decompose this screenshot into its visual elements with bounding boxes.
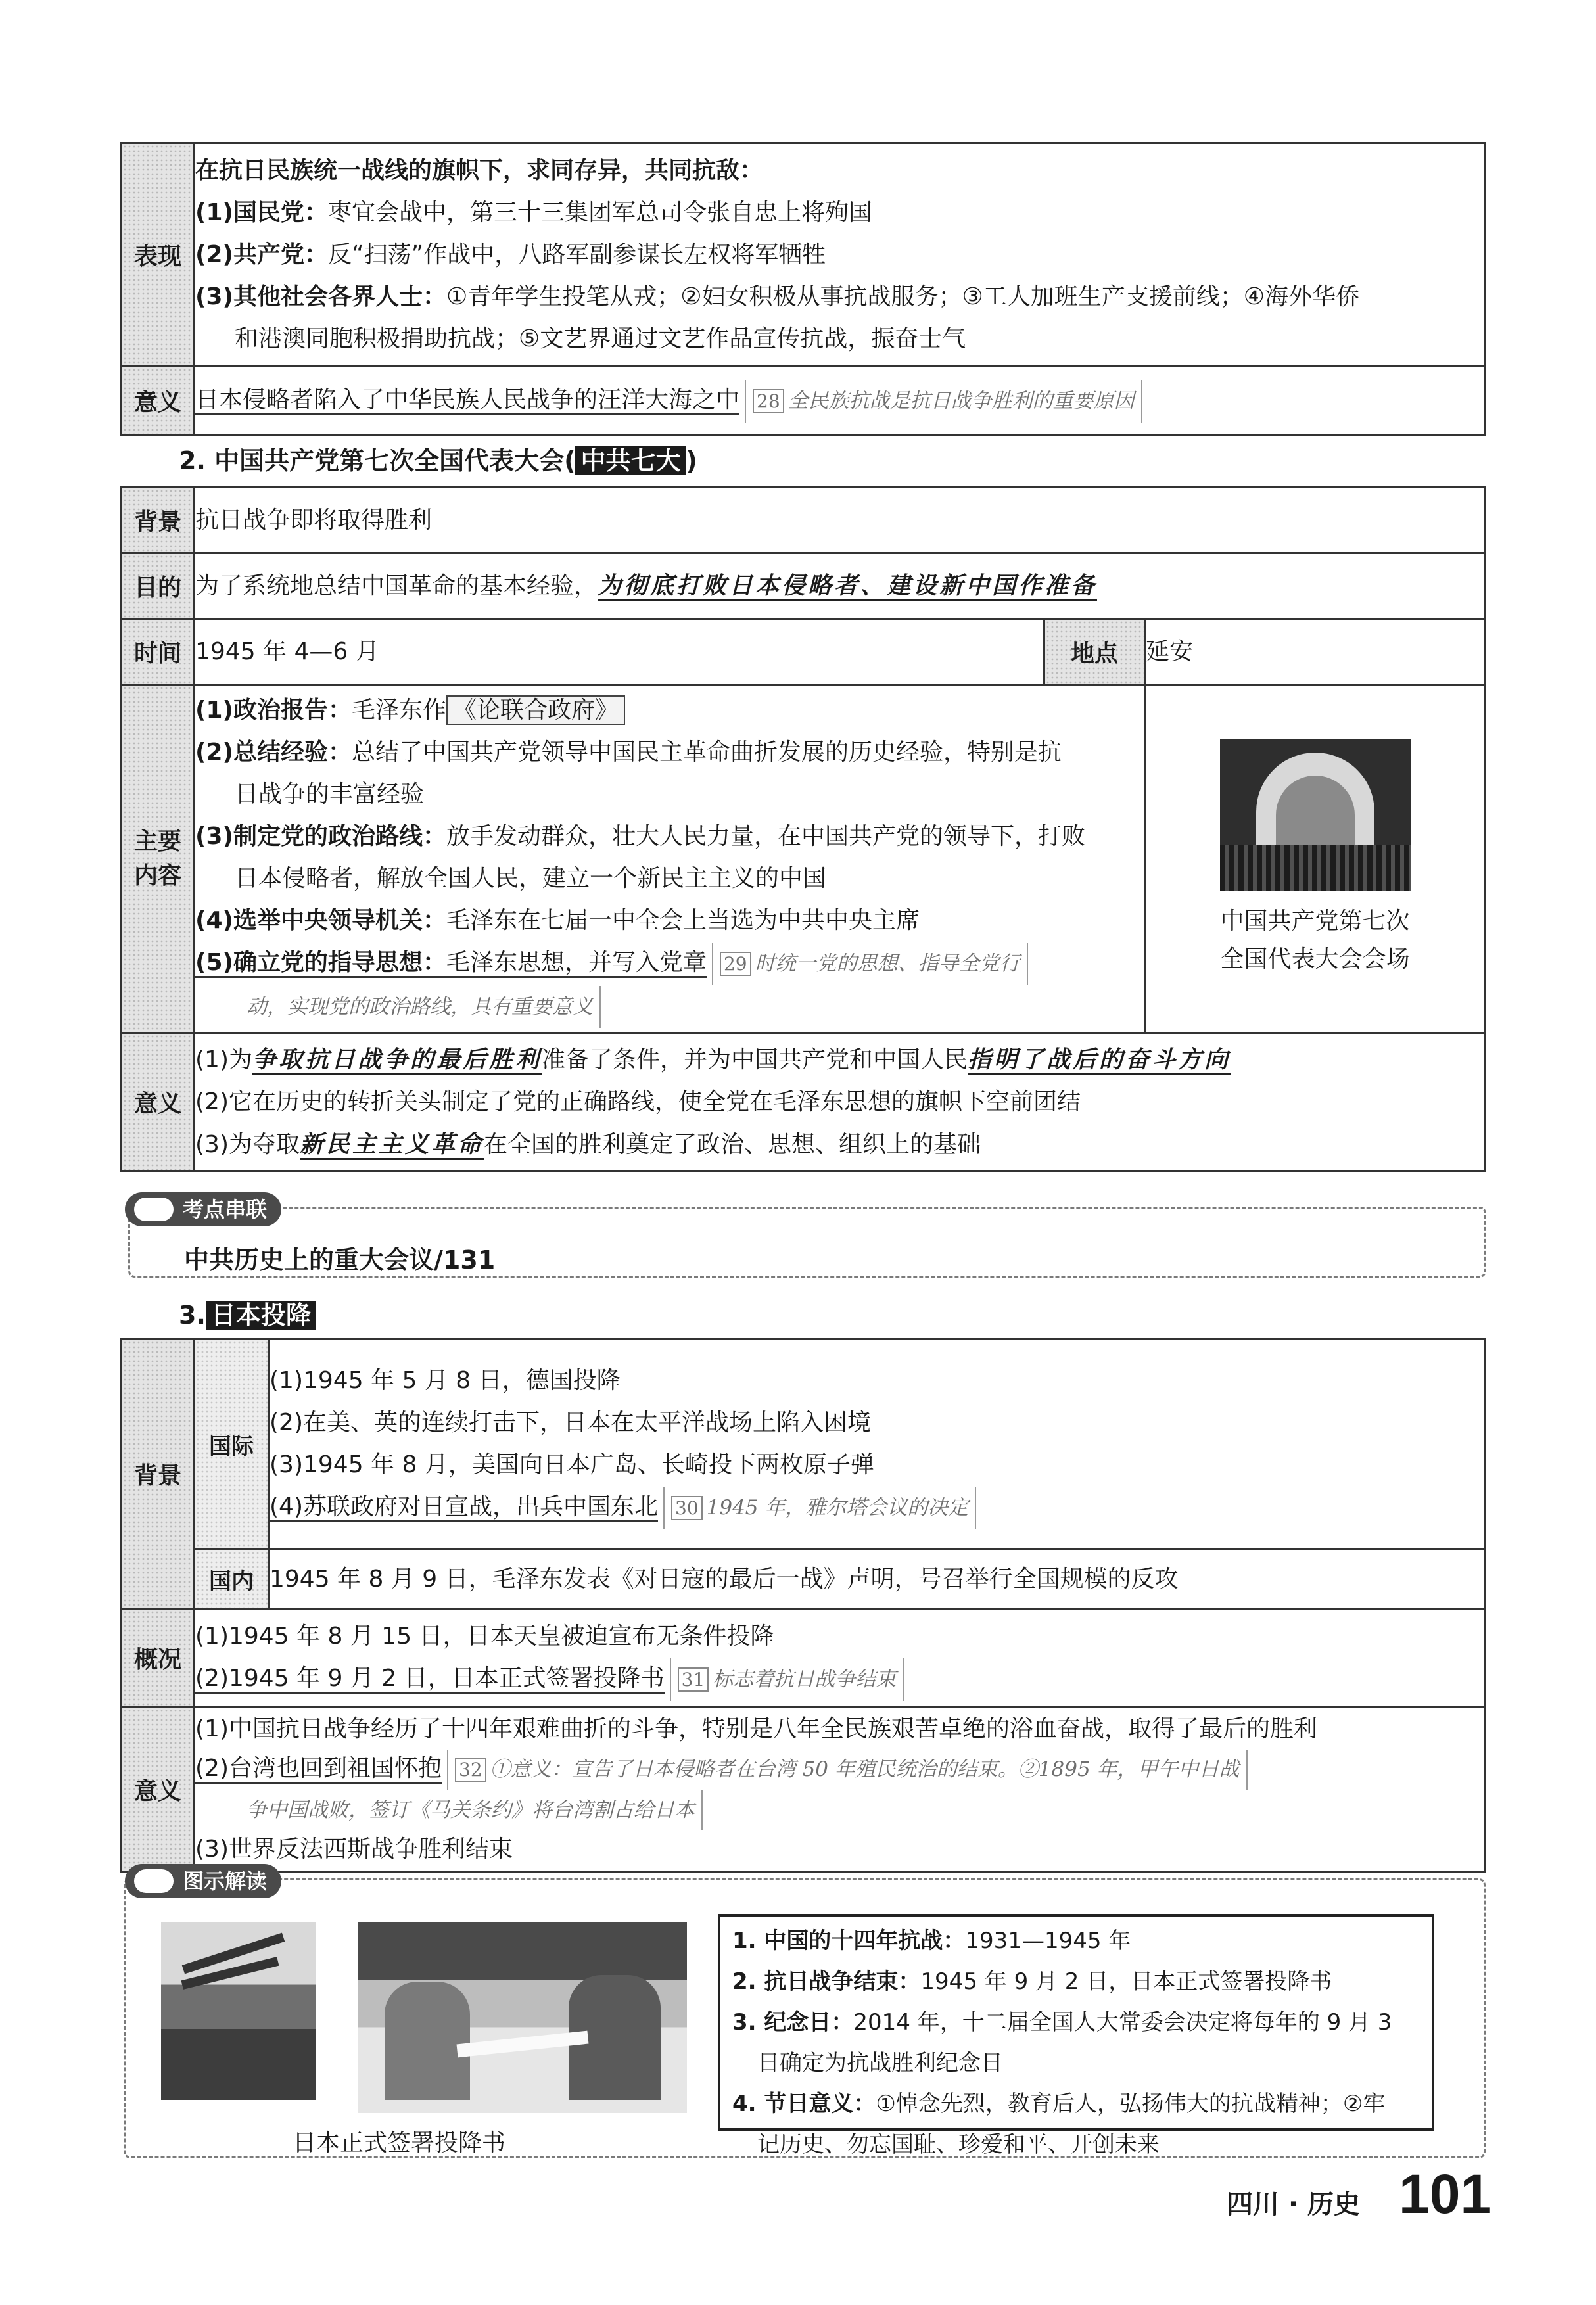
annotation-32: 32 ①意义：宣告了日本侵略者在台湾 50 年殖民统治的结束。②1895 年，甲午中日战: [447, 1750, 1248, 1790]
section-3-tag: 日本投降: [206, 1301, 316, 1330]
sub-head-guoji: 国际: [195, 1339, 269, 1550]
photo-caption-congress-2: 全国代表大会会场: [1220, 945, 1410, 973]
row-head-shijian: 时间: [122, 619, 195, 685]
row-head-didian: 地点: [1044, 619, 1145, 685]
purpose-highlight: 为彻底打败日本侵略者、建设新中国作准备: [598, 572, 1097, 601]
kaodian-badge: 考点串联: [125, 1192, 281, 1226]
congress-photo-cell: [1145, 685, 1486, 1033]
speaker-icon: [134, 1198, 174, 1221]
kaodian-link[interactable]: 中共历史上的重大会议/131: [184, 1246, 496, 1274]
congress-date: 1945 年 4—6 月: [195, 619, 1044, 685]
photo-caption-surrender: 日本正式签署投降书: [293, 2130, 506, 2156]
row-head-neirong: 主要内容: [122, 685, 195, 1033]
annotation-30: 30 1945 年，雅尔塔会议的决定: [663, 1487, 976, 1529]
stamp-lun-lianhe-zhengfu: 《论联合政府》: [446, 695, 625, 725]
annotation-29: 29 时统一党的思想、指导全党行: [712, 943, 1028, 985]
biaoxian-intro: 在抗日民族统一战线的旗帜下，求同存异，共同抗敌：: [195, 156, 764, 184]
table-7th-congress: 背景 抗日战争即将取得胜利 目的 为了系统地总结中国革命的基本经验，为彻底打败日本侵略者、建设新中国作准备 时间 1945 年 4—6 月 地点 延安 主要内容 (1)政治报告：毛泽东作 《论联合政府》 (2)总结经验：总结了中国共产党领导中国民主革命曲折发展的历史经验，特别是抗 日战争的丰富经验 (3)制定党的政治路线：放手发动群众，壮大人民力量，在中国共产党的领导下，打败 日本侵略者，解放全国人民，建立一个新民主主义的中国 (4)选举中央领导机关：毛泽东在七届一中全会上当选为中共中央主席 (5)确立党的指导思想：毛泽东思想，并写入党章 29 时统一党的思想、指导全党行 动，实现党的政治路线，具有重要意义 中国共产党第七次 全国代表大会会场 意义 (1)为争取抗日战争的最后胜利准备了条件，并为中国共产党和中国人民指明了战后的奋斗方向 (2)它在历史的转折关头制定了党的正确路线，使全党在毛泽东思想的旗帜下空前团结 (3)为夺取新民主主义革命在全国的胜利奠定了政治、思想、组织上的基础: [120, 486, 1486, 1172]
photo-surrender-signing: [358, 1922, 687, 2113]
table-japan-surrender: 背景 国际 (1)1945 年 5 月 8 日，德国投降 (2)在美、英的连续打击下，日本在太平洋战场上陷入困境 (3)1945 年 8 月，美国向日本广岛、长崎投下两枚原子弹 (4)苏联政府对日宣战，出兵中国东北 30 1945 年，雅尔塔会议的决定 国内 1945 年 8 月 9 日，毛泽东发表《对日寇的最后一战》声明，号召举行全国规模的反攻 概况 (1)1945 年 8 月 15 日，日本天皇被迫宣布无条件投降 (2)1945 年 9 月 2 日，日本正式签署投降书 31 标志着抗日战争结束 意义 (1)中国抗日战争经历了十四年艰难曲折的斗争，特别是八年全民族艰苦卓绝的浴血奋战，取得了最后的胜利 (2)台湾也回到祖国怀抱 32 ①意义：宣告了日本侵略者在台湾 50 年殖民统治的结束。②1895 年，甲午中日战 争中国战败，签订《马关条约》将台湾割占给日本 (3)世界反法西斯战争胜利结束: [120, 1338, 1486, 1873]
row-head-beijing-2: 背景: [122, 488, 195, 553]
footer-subject-label: 四川 · 历史: [1227, 2189, 1361, 2220]
congress-place: 延安: [1145, 619, 1486, 685]
section-2-tag: 中共七大: [575, 446, 686, 475]
photo-caption-congress-1: 中国共产党第七次: [1220, 907, 1410, 935]
annotation-31: 31 标志着抗日战争结束: [670, 1658, 904, 1701]
row-head-yiyi-1: 意义: [122, 367, 195, 435]
tushi-badge: 图示解读: [125, 1864, 281, 1898]
row-head-yiyi-3: 意义: [122, 1708, 195, 1872]
row-head-mudi: 目的: [122, 553, 195, 619]
section-3-title: 3. 日本投降: [179, 1295, 316, 1331]
row-head-yiyi-2: 意义: [122, 1033, 195, 1171]
sub-head-guonei: 国内: [195, 1550, 269, 1609]
section-2-title: 2. 中国共产党第七次全国代表大会( 中共七大 ): [179, 446, 697, 475]
page-number: 101: [1399, 2163, 1491, 2225]
row-head-biaoxian: 表现: [122, 143, 195, 367]
row-head-gaikuang: 概况: [122, 1609, 195, 1708]
tushi-info-box: 1. 中国的十四年抗战：1931—1945 年 2. 抗日战争结束：1945 年 9 月 2 日，日本正式签署投降书 3. 纪念日：2014 年，十二届全国人大常委会决定将每年的 9 月 3 日确定为抗战胜利纪念日 4. 节日意义：①悼念先烈，教育后人，弘扬伟大的抗战精神；②牢 记历史、勿忘国耻、珍爱和平、开创未来: [718, 1914, 1434, 2131]
annotation-28: 28 全民族抗战是抗日战争胜利的重要原因: [745, 380, 1142, 423]
speaker-icon-2: [134, 1869, 174, 1893]
photo-battleship: [161, 1922, 316, 2100]
row-head-beijing-3: 背景: [122, 1339, 195, 1609]
photo-congress-hall: [1220, 739, 1411, 891]
table-resistance-performance: 表现 在抗日民族统一战线的旗帜下，求同存异，共同抗敌： (1)国民党：枣宜会战中，第三十三集团军总司令张自忠上将殉国 (2)共产党：反“扫荡”作战中，八路军副参谋长左权将军牺牲 (3)其他社会各界人士：①青年学生投笔从戎；②妇女积极从事抗战服务；③工人加班生产支援前线；④海外华侨 和港澳同胞积极捐助抗战；⑤文艺界通过文艺作品宣传抗战，振奋士气 意义 日本侵略者陷入了中华民族人民战争的汪洋大海之中 28 全民族抗战是抗日战争胜利的重要原因: [120, 142, 1486, 436]
